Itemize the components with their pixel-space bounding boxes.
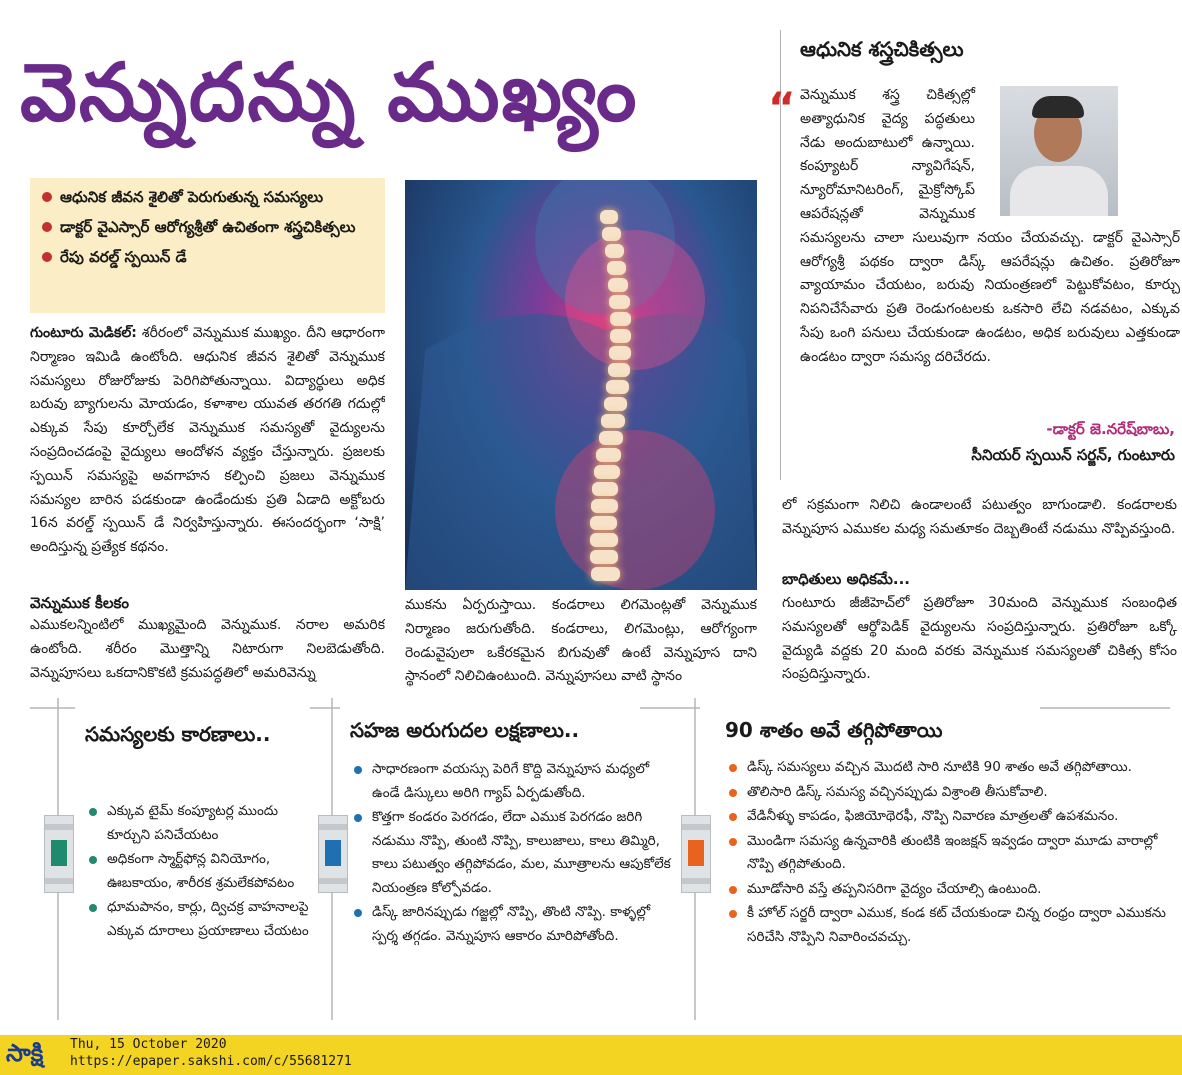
list-item bbox=[725, 781, 1170, 805]
vertebra-icon bbox=[599, 431, 624, 445]
article-paragraph: శరీరంలో వెన్నుముక ముఖ్యం. దీని ఆధారంగా నిర్మాణం ఇమిడి ఉంటోంది. ఆధునిక జీవన శైలితో వెన్నుముక సమస్యలు రోజురోజుకు పెరిగిపోతున్నాయి. విద్యార్థులు అధిక బరువు బ్యాగులను మోయడం, కళాశాల యువత తరగతి గదుల్లో ఎక్కువ సేపు కూర్చోలేక వెన్నుముక సమస్యతో వైద్యులను సంప్రదించడంపై వైద్యులు ఆందోళన వ్యక్తం చేస్తున్నారు. ప్రజలకు స్పయిన్ సమస్యపై అవగాహన కల్పించి ప్రజలు వెన్నుముక సమస్యల బారిన పడకుండా ఉండేందుకు ప్రతి ఏడాది అక్టోబరు 16న వరల్డ్ స్పయిన్ డే నిర్వహిస్తున్నారు. ఈసందర్భంగా ‘సాక్షి’ అందిస్తున్న ప్రత్యేక కథనం. bbox=[30, 325, 385, 556]
subheading: వెన్నుముక కీలకం bbox=[30, 594, 129, 612]
bullet-icon bbox=[354, 814, 362, 822]
list-item-text: ధూమపానం, కార్లు, ద్విచక్ర వాహనాలపై ఎక్కువ దూరాలు ప్రయాణాలు చేయటం bbox=[107, 899, 309, 939]
vertebra-icon bbox=[592, 482, 618, 496]
bullet-icon bbox=[729, 838, 737, 846]
clip-icon bbox=[318, 815, 348, 893]
bullet-icon bbox=[354, 909, 362, 917]
vertebra-icon bbox=[590, 550, 618, 564]
vertebra-icon bbox=[604, 397, 628, 411]
bullet-icon bbox=[42, 222, 52, 232]
list-item-text: వేడినీళ్ళు కాపడం, ఫిజియోథెరఫీ, నొప్పి నివారణ మాత్రలతో ఉపశమనం. bbox=[747, 808, 1119, 824]
list-item bbox=[85, 896, 325, 943]
bullet-icon bbox=[89, 808, 97, 816]
highlight-text: రేపు వరల్డ్ స్పయిన్ డే bbox=[60, 248, 187, 266]
doctor-quote bbox=[800, 84, 1180, 424]
bullet-icon bbox=[354, 766, 362, 774]
article-paragraph: గుంటూరు జీజీహెచ్‌లో ప్రతిరోజూ 30మంది వెన్నుముక సంబంధిత సమస్యలతో ఆర్థోపెడిక్ వైద్యులను సంప్రదిస్తున్నారు. ప్రతిరోజూ ఒక్కో వైద్యుడి వద్దకు 20 మంది వరకు వెన్నుముక సమస్యలతో చికిత్స కోసం సంప్రదిస్తున్నారు. bbox=[782, 595, 1177, 683]
vertebra-icon bbox=[608, 278, 628, 292]
box-title: సహజ అరుగుదల లక్షణాలు.. bbox=[350, 718, 580, 742]
subheading: బాధితులు అధికమే... bbox=[782, 570, 910, 588]
article-paragraph: ముకను ఏర్పరుస్తాయి. కండరాలు లిగమెంట్లతో వెన్నుముక నిర్మాణం జరుగుతోంది. కండరాలు, లిగమెంట్లు, ఆరోగ్యంగా రెండువైపులా ఒకేరకమైన బిగువుతో ఉంటే వెన్నుపూస దాని స్థానంలో నిలిచిఉంటుంది. వెన్నుపూసలు వాటి స్థానం bbox=[405, 597, 757, 685]
list-item-text: కొత్తగా కండరం పెరగడం, లేదా ఎముక పెరగడం జరిగి నడుము నొప్పి, తుంటి నొప్పి, కాలుజాలు, కాలు తిమ్మిరి, కాలు పటుత్వం తగ్గిపోవడం, మల, మూత్రాలను ఆపుకోలేక నియంత్రణ కోల్పోవడం. bbox=[372, 809, 671, 896]
clip-icon bbox=[44, 815, 74, 893]
vertebra-icon bbox=[602, 227, 621, 241]
list-item bbox=[725, 756, 1170, 780]
article-intro bbox=[30, 322, 385, 590]
vertebra-icon bbox=[596, 448, 621, 462]
vertebra-icon bbox=[601, 414, 625, 428]
box-title: 90 శాతం అవే తగ్గిపోతాయి bbox=[725, 718, 943, 742]
list-item-text: ఎక్కువ టైమ్ కంప్యూటర్ల ముందు కూర్చుని పనిచేయటం bbox=[107, 803, 278, 843]
article-paragraph: లో సక్రమంగా నిలిచి ఉండాలంటే పటుత్వం బాగుండాలి. కండరాలకు వెన్నుపూస ఎముకల మధ్య సమతూకం దెబ్బతింటే నడుము నొప్పివస్తుంది. bbox=[782, 497, 1177, 537]
vertebra-icon bbox=[610, 312, 631, 326]
vertebra-icon bbox=[605, 244, 624, 258]
vertebra-icon bbox=[607, 261, 627, 275]
bullet-icon bbox=[729, 910, 737, 918]
list-item bbox=[725, 902, 1170, 949]
sakshi-logo[interactable]: సాక్షి bbox=[6, 1039, 44, 1067]
list-item bbox=[350, 901, 680, 948]
bullet-icon bbox=[89, 856, 97, 864]
sidebar-title: ఆధునిక శస్త్రచికిత్సలు bbox=[800, 37, 964, 61]
highlight-item bbox=[40, 214, 375, 240]
treatment-list bbox=[725, 756, 1170, 1028]
body-silhouette bbox=[405, 180, 757, 590]
bullet-icon bbox=[729, 813, 737, 821]
doctor-name: -డాక్టర్ జె.నరేష్‌బాబు, bbox=[1046, 420, 1175, 438]
list-item bbox=[85, 800, 325, 847]
highlight-text: ఆధునిక జీవన శైలితో పెరుగుతున్న సమస్యలు bbox=[60, 188, 324, 206]
vertebra-icon bbox=[610, 329, 632, 343]
list-item bbox=[350, 758, 680, 805]
list-item-text: తొలిసారి డిస్క్ సమస్య వచ్చినప్పుడు విశ్రాంతి తీసుకోవాలి. bbox=[747, 783, 1048, 800]
bullet-icon bbox=[729, 886, 737, 894]
bullet-icon bbox=[729, 789, 737, 797]
bullet-icon bbox=[729, 764, 737, 772]
list-item-text: డిస్క్ జారినప్పుడు గజ్జల్లో నొప్పి, తొంటి నొప్పి. కాళ్ళల్లో స్పర్శ తగ్గడం. వెన్నుపూస ఆకారం మారిపోతోంది. bbox=[372, 904, 651, 944]
list-item bbox=[350, 806, 680, 900]
highlight-item bbox=[40, 184, 375, 210]
vertebra-icon bbox=[590, 533, 618, 547]
list-item-text: కీ హోల్ సర్జరీ ద్వారా ఎముక, కండ కట్ చేయకుండా చిన్న రంధ్రం ద్వారా ఎముకను సరిచేసి నొప్పిని నివారించవచ్చు. bbox=[747, 905, 1166, 945]
quote-text: వెన్నుముక శస్త్ర చికిత్సల్లో అత్యాధునిక వైద్య పద్ధతులు నేడు అందుబాటులో ఉన్నాయి. కంప్యూటర్ న్యావిగేషన్, న్యూరోమానిటరింగ్, మైక్రోస్కోప్ ఆపరేషన్లతో వెన్నుముక సమస్యలను చాలా సులువుగా నయం చేయవచ్చు. డాక్టర్ వైఎస్సార్ ఆరోగ్యశ్రీ పథకం ద్వారా డిస్క్ ఆపరేషన్లు ఉచితం. ప్రతిరోజూ వ్యాయామం చేయటం, బరువు నియంత్రణలో పెట్టుకోవటం, కూర్చు నిపనిచేసేవారు ప్రతి రెండుగంటలకు ఒకసారి లేచి నడవటం, ఎక్కువ సేపు ఒంగి పనులు చేయకుండా ఉండటం, అధిక బరువులు ఎత్తకుండా ఉండటం ద్వారా సమస్య దరిచేరదు. bbox=[800, 87, 1180, 365]
photo-spacer bbox=[975, 84, 1180, 222]
footer-url[interactable]: https://epaper.sakshi.com/c/55681271 bbox=[70, 1054, 352, 1069]
dateline: గుంటూరు మెడికల్: bbox=[30, 325, 137, 341]
headline: వెన్నుదన్ను ముఖ్యం bbox=[20, 46, 639, 139]
vertebra-icon bbox=[591, 499, 618, 513]
quote-icon: “ bbox=[768, 83, 796, 132]
list-item-text: సాధారణంగా వయస్సు పెరిగే కొద్ది వెన్నుపూస మధ్యలో ఉండే డిస్కులు అరిగి గ్యాప్ ఏర్పడుతోంది. bbox=[372, 761, 650, 801]
list-item-text: మొండిగా సమస్య ఉన్నవారికి తుంటికి ఇంజక్షన్ ఇవ్వడం ద్వారా మూడు వారాల్లో నొప్పి తగ్గిపోతుంది. bbox=[747, 832, 1158, 872]
vertebra-icon bbox=[609, 346, 631, 360]
vertebra-icon bbox=[608, 363, 631, 377]
list-item bbox=[725, 805, 1170, 829]
vertebra-icon bbox=[591, 567, 620, 581]
list-item bbox=[725, 830, 1170, 877]
symptoms-list bbox=[350, 758, 680, 1028]
vertebra-icon bbox=[606, 380, 629, 394]
vertebra-icon bbox=[590, 516, 617, 530]
doctor-title: సీనియర్ స్పయిన్ సర్జన్, గుంటూరు bbox=[971, 446, 1175, 464]
footer-date: Thu, 15 October 2020 bbox=[70, 1037, 227, 1052]
article-paragraph: ఎముకలన్నింటిలో ముఖ్యమైంది వెన్నుముక. నరాల అమరిక ఉంటోంది. శరీరం మొత్తాన్ని నిటారుగా నిలబెడుతోంది. వెన్నుపూసలు ఒకదానికొకటి క్రమపద్ధతిలో అమరివెన్ను bbox=[30, 617, 385, 681]
box-title: సమస్యలకు కారణాలు.. bbox=[85, 722, 271, 746]
spine-illustration bbox=[405, 180, 757, 590]
vertebra-icon bbox=[594, 465, 620, 479]
causes-list bbox=[85, 800, 325, 1025]
vertebra-icon bbox=[600, 210, 618, 224]
list-item-text: అధికంగా స్మార్ట్‌ఫోన్ల వినియోగం, ఊబకాయం, శారీరక శ్రమలేకపోవటం bbox=[107, 851, 295, 891]
clip-icon bbox=[681, 815, 711, 893]
list-item bbox=[85, 848, 325, 895]
bullet-icon bbox=[42, 252, 52, 262]
list-item-text: డిస్క్ సమస్యలు వచ్చిన మొదటి సారి నూటికి 90 శాతం అవే తగ్గిపోతాయి. bbox=[747, 759, 1132, 775]
bullet-icon bbox=[89, 904, 97, 912]
highlight-text: డాక్టర్ వైఎస్సార్ ఆరోగ్యశ్రీతో ఉచితంగా శస్త్రచికిత్సలు bbox=[60, 218, 356, 236]
vertebra-icon bbox=[609, 295, 630, 309]
bullet-icon bbox=[42, 192, 52, 202]
list-item bbox=[725, 878, 1170, 902]
highlight-item bbox=[40, 244, 375, 270]
highlights-box bbox=[30, 178, 385, 313]
list-item-text: మూడోసారి వస్తే తప్పనిసరిగా వైద్యం చేయాల్సి ఉంటుంది. bbox=[747, 880, 1042, 897]
